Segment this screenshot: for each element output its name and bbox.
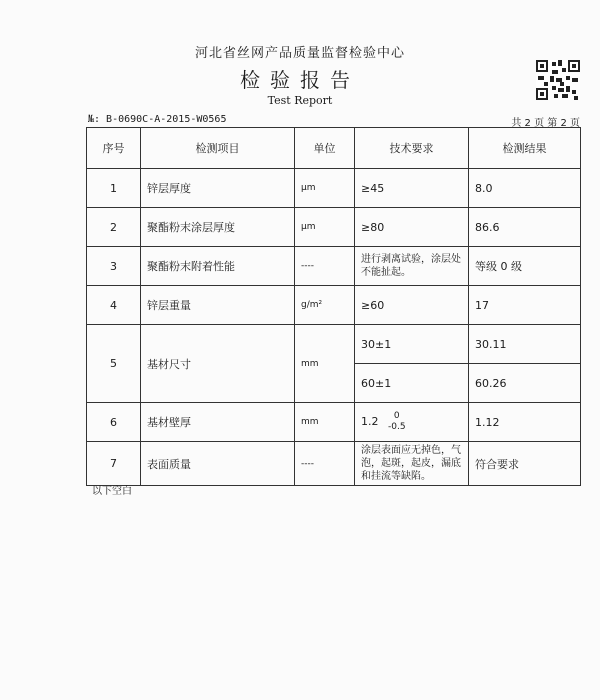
row-item: 锌层重量	[141, 286, 295, 325]
row-no: 2	[87, 208, 141, 247]
tolerance-upper: 0	[393, 411, 400, 421]
organization-name: 河北省丝网产品质量监督检验中心	[194, 46, 405, 61]
tolerance-lower: -0.5	[388, 422, 406, 432]
report-number: №: B-0690C-A-2015-W0565	[88, 114, 227, 125]
tolerance	[388, 411, 406, 433]
tolerance-base: 1.2	[361, 415, 379, 428]
row-result: 60.26	[469, 364, 581, 403]
table-header-row	[87, 128, 581, 169]
col-header-no: 序号	[87, 128, 141, 169]
row-requirement: 30±1	[355, 325, 469, 364]
row-requirement: 涂层表面应无掉色，气泡，起斑，起皮，漏底和挂流等缺陷。	[355, 442, 469, 486]
row-no: 5	[87, 325, 141, 403]
row-requirement: ≥60	[355, 286, 469, 325]
col-header-item: 检测项目	[141, 128, 295, 169]
row-unit: ----	[295, 247, 355, 286]
row-item: 基材壁厚	[141, 403, 295, 442]
col-header-requirement: 技术要求	[355, 128, 469, 169]
row-item: 聚酯粉末涂层厚度	[141, 208, 295, 247]
row-unit: mm	[295, 403, 355, 442]
row-no: 1	[87, 169, 141, 208]
row-result: 8.0	[469, 169, 581, 208]
row-result: 17	[469, 286, 581, 325]
row-requirement: 60±1	[355, 364, 469, 403]
table-row	[87, 442, 581, 486]
row-unit: μm	[295, 169, 355, 208]
col-header-result: 检测结果	[469, 128, 581, 169]
row-item: 表面质量	[141, 442, 295, 486]
report-subtitle: Test Report	[267, 94, 333, 107]
row-requirement	[355, 403, 469, 442]
row-item: 锌层厚度	[141, 169, 295, 208]
row-no: 3	[87, 247, 141, 286]
row-result: 30.11	[469, 325, 581, 364]
inspection-table	[86, 127, 581, 486]
row-requirement: ≥45	[355, 169, 469, 208]
row-requirement: ≥80	[355, 208, 469, 247]
row-no: 7	[87, 442, 141, 486]
row-result: 等级 0 级	[469, 247, 581, 286]
qr-code-icon	[536, 60, 580, 100]
row-requirement: 进行剥离试验，涂层处不能扯起。	[355, 247, 469, 286]
col-header-unit: 单位	[295, 128, 355, 169]
table-row	[87, 208, 581, 247]
table-row	[87, 247, 581, 286]
page-count: 共 2 页 第 2 页	[511, 118, 580, 129]
row-item: 基材尺寸	[141, 325, 295, 403]
row-no: 4	[87, 286, 141, 325]
table-row	[87, 169, 581, 208]
row-item: 聚酯粉末附着性能	[141, 247, 295, 286]
row-no: 6	[87, 403, 141, 442]
row-result: 1.12	[469, 403, 581, 442]
table-row	[87, 403, 581, 442]
table-row	[87, 325, 581, 364]
report-meta	[86, 114, 580, 128]
row-unit: g/m²	[295, 286, 355, 325]
table-row	[87, 286, 581, 325]
row-unit: mm	[295, 325, 355, 403]
row-result: 符合要求	[469, 442, 581, 486]
row-result: 86.6	[469, 208, 581, 247]
row-unit: ----	[295, 442, 355, 486]
blank-below-note: 以下空白	[92, 486, 132, 497]
row-unit: μm	[295, 208, 355, 247]
report-title: 检验报告	[240, 68, 360, 92]
